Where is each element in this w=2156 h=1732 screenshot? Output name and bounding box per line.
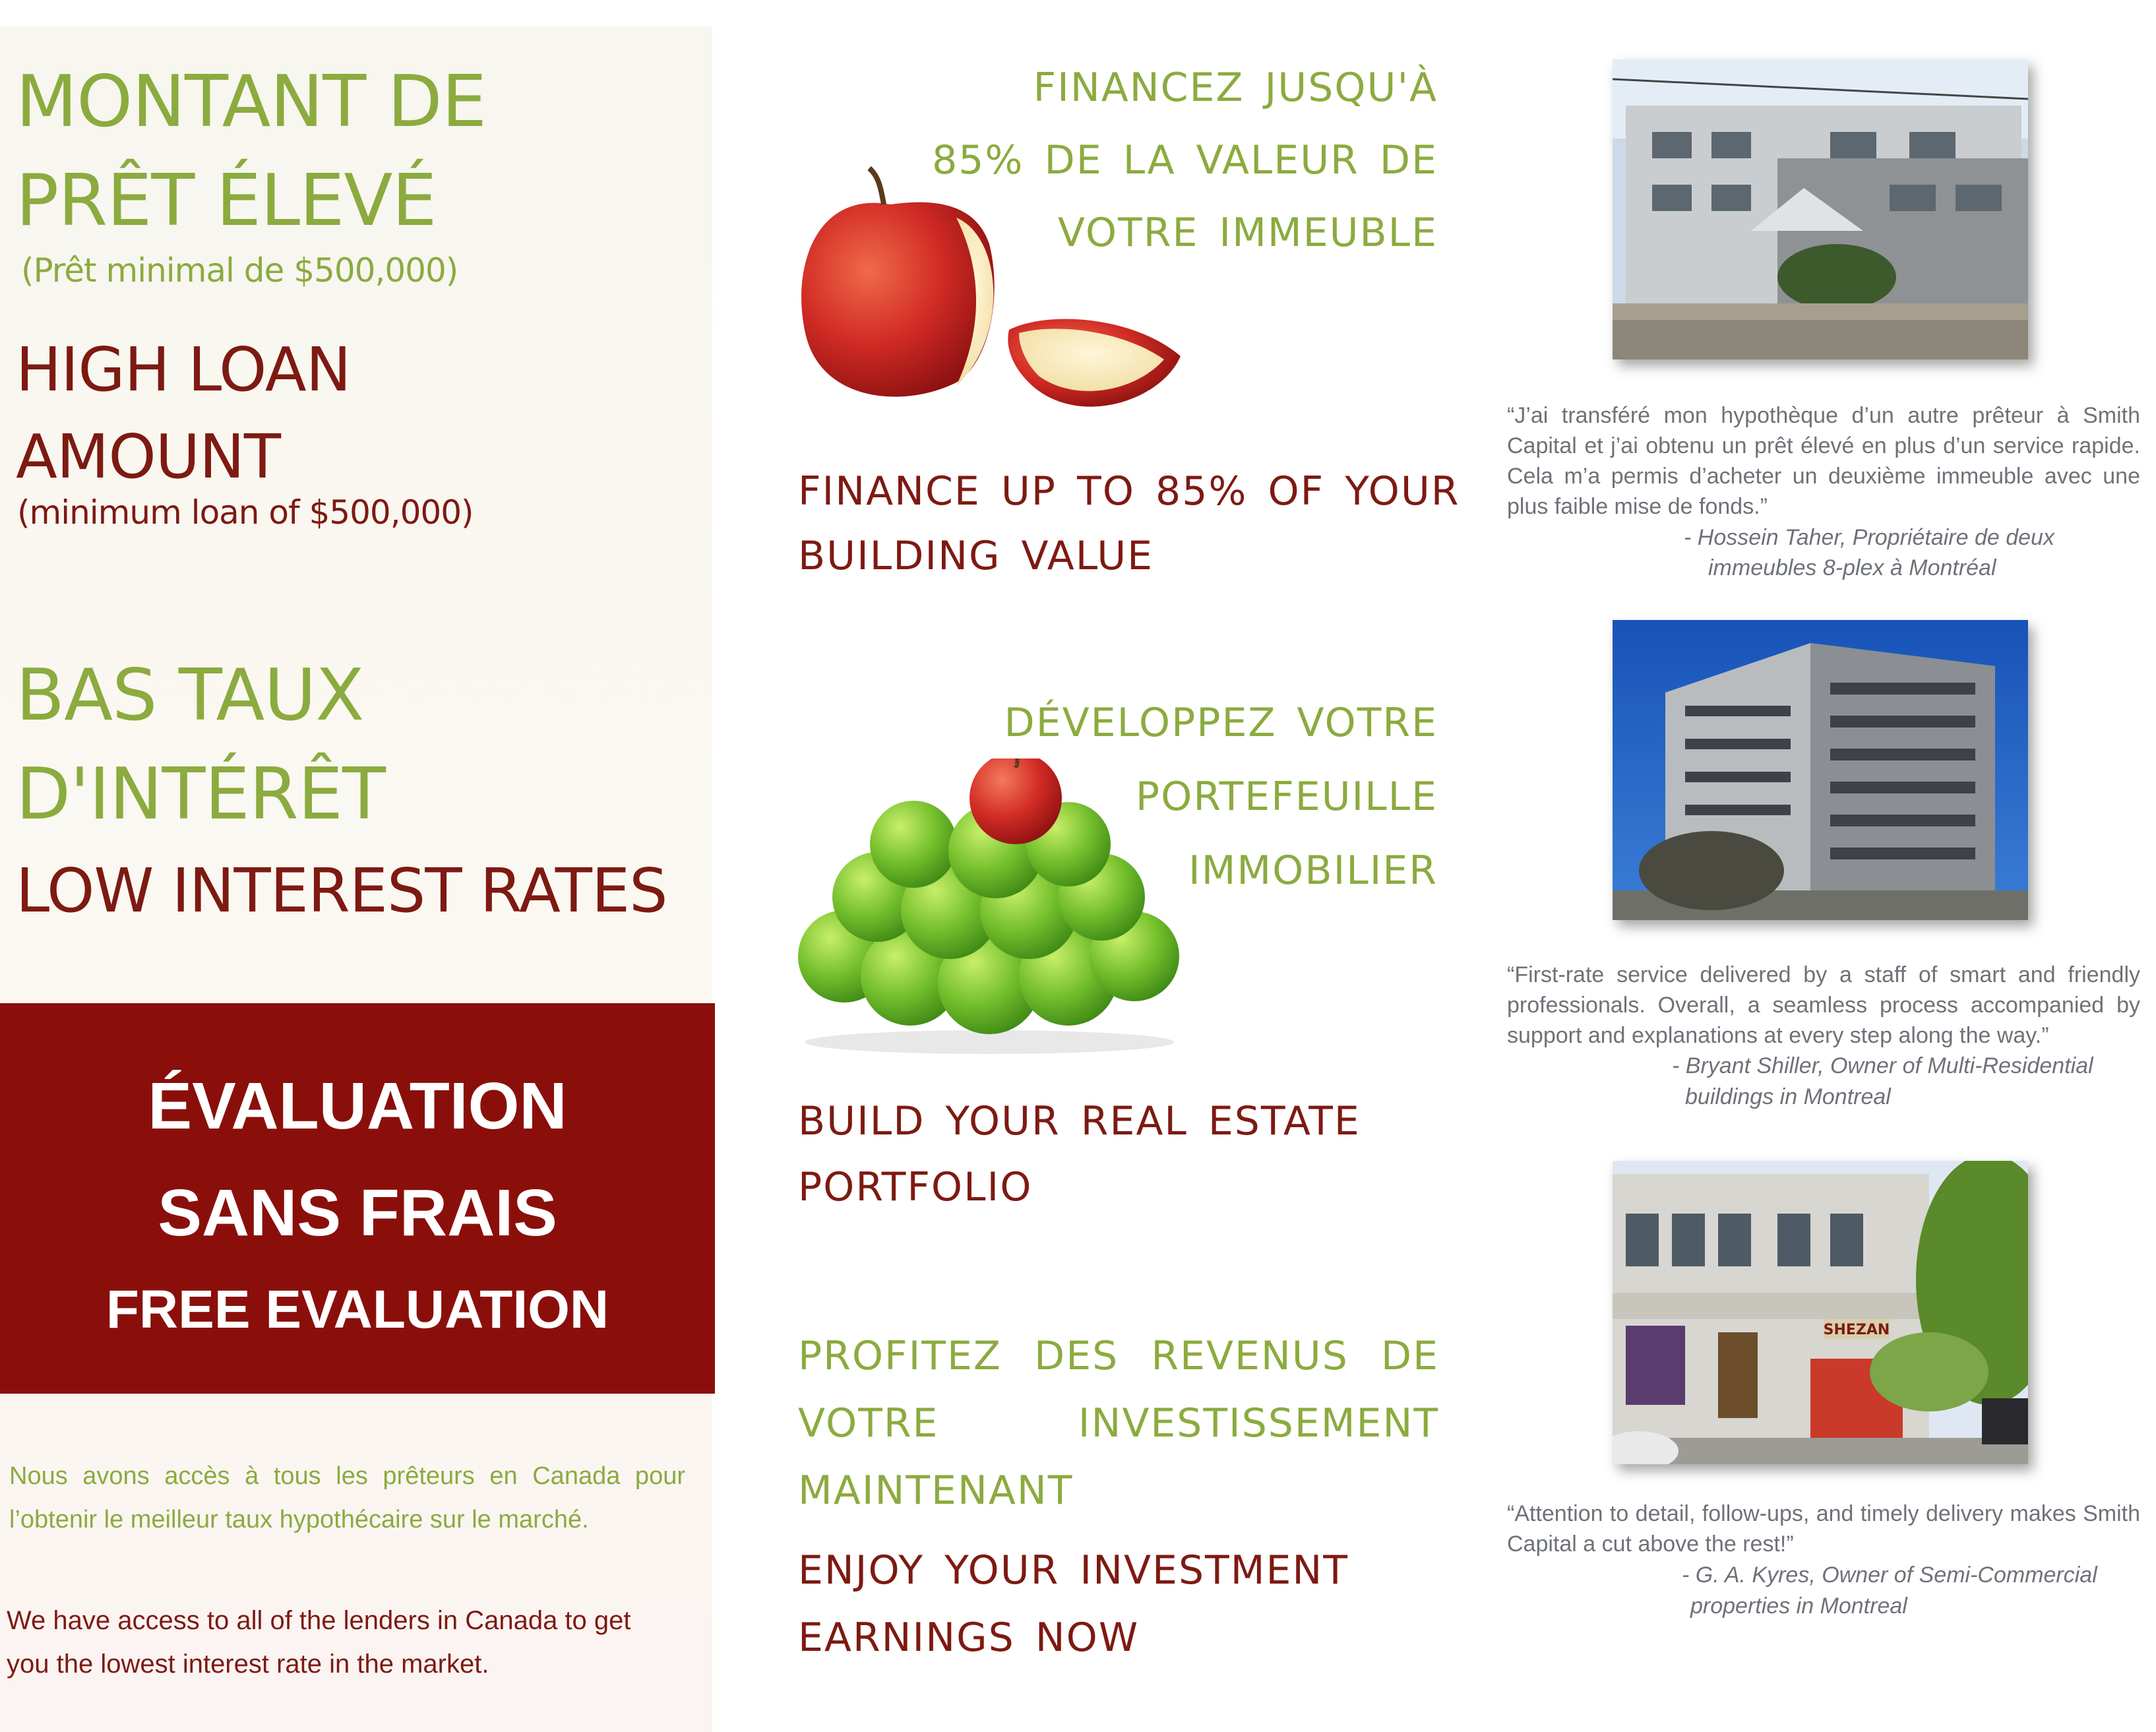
heading-line: PORTEFEUILLE: [1135, 774, 1438, 820]
lenders-access-text-fr: Nous avons accès à tous les prêteurs en Canada pour l’obtenir le meilleur taux hypothécaire sur le marché.: [9, 1462, 685, 1533]
testimonial-quote: “J’ai transféré mon hypothèque d’un autre prêteur à Smith Capital et j’ai obtenu un prêt élevé en plus d’un service rapide. Cela m’a permis d’acheter un deuxième immeuble avec une plus faible mise de fonds.”: [1507, 403, 2140, 519]
testimonial-author-detail: buildings in Montreal: [1685, 1084, 1891, 1109]
testimonial-author: - G. A. Kyres, Owner of Semi-Commercial: [1682, 1562, 2097, 1588]
title-line: D'INTÉRÊT: [16, 753, 385, 836]
testimonial-quote: “First-rate service delivered by a staff of smart and friendly professionals. Overall, a seamless process accompanied by support and explanations at every step along the way.”: [1507, 962, 2140, 1048]
high-loan-title-fr: [16, 53, 486, 251]
title-line: AMOUNT: [16, 421, 281, 492]
min-loan-note-fr: (Prêt minimal de $500,000): [21, 251, 458, 290]
lenders-access-text-en: [7, 1599, 686, 1686]
testimonial-author: - Bryant Shiller, Owner of Multi-Residential: [1672, 1053, 2093, 1078]
title-line: HIGH LOAN: [16, 334, 351, 405]
evaluation-title-fr: [0, 1053, 715, 1266]
title-line: ÉVALUATION: [148, 1069, 567, 1143]
heading-line: PORTFOLIO: [798, 1164, 1033, 1210]
low-rate-title-fr: [16, 646, 385, 844]
heading-line: IMMOBILIER: [1188, 848, 1438, 894]
shop-sign-text: SHEZAN: [1823, 1322, 1890, 1338]
heading-line: DÉVELOPPEZ VOTRE: [1004, 700, 1438, 746]
free-evaluation-banner: [0, 1003, 715, 1394]
earnings-heading-en: [798, 1537, 1349, 1671]
heading-line: VOTRE IMMEUBLE: [1057, 210, 1438, 256]
testimonial-author-detail: immeubles 8-plex à Montréal: [1708, 555, 1996, 580]
title-line: PRÊT ÉLEVÉ: [16, 160, 437, 242]
text-line: you the lowest interest rate in the market.: [7, 1650, 489, 1679]
building-photo-1: [1613, 59, 2028, 359]
finance-heading-en: [798, 459, 1460, 588]
evaluation-title-en: FREE EVALUATION: [106, 1280, 609, 1340]
heading-line: FINANCE UP TO 85% OF YOUR: [798, 468, 1460, 514]
building-photo-2: [1613, 620, 2028, 920]
title-line: SANS FRAIS: [158, 1176, 557, 1250]
low-rate-title-en: LOW INTEREST RATES: [16, 855, 667, 926]
title-line: BAS TAUX: [16, 654, 364, 737]
testimonial-quote: “Attention to detail, follow-ups, and timely delivery makes Smith Capital a cut above the rest!”: [1507, 1501, 2140, 1557]
min-loan-note-en: (minimum loan of $500,000): [17, 493, 474, 532]
apple-pyramid-image: [798, 758, 1181, 1055]
building-photo-3: [1613, 1161, 2028, 1464]
testimonial-author-detail: properties in Montreal: [1690, 1593, 1907, 1619]
earnings-heading-fr: PROFITEZ DES REVENUS DE VOTRE INVESTISSEMENT MAINTENANT: [798, 1333, 1439, 1514]
heading-line: ENJOY YOUR INVESTMENT: [798, 1547, 1349, 1593]
testimonial-author: - Hossein Taher, Propriétaire de deux: [1684, 525, 2054, 550]
portfolio-heading-en: [798, 1088, 1361, 1220]
heading-line: BUILDING VALUE: [798, 533, 1154, 579]
cut-apple-image: [791, 165, 1214, 442]
heading-line: FINANCEZ JUSQU'À: [1033, 65, 1438, 111]
heading-line: EARNINGS NOW: [798, 1615, 1140, 1661]
text-line: We have access to all of the lenders in Canada to get: [7, 1606, 631, 1635]
high-loan-title-en: [16, 326, 351, 501]
heading-line: BUILD YOUR REAL ESTATE: [798, 1098, 1361, 1144]
heading-line: 85% DE LA VALEUR DE: [932, 137, 1438, 183]
title-line: MONTANT DE: [16, 61, 486, 143]
